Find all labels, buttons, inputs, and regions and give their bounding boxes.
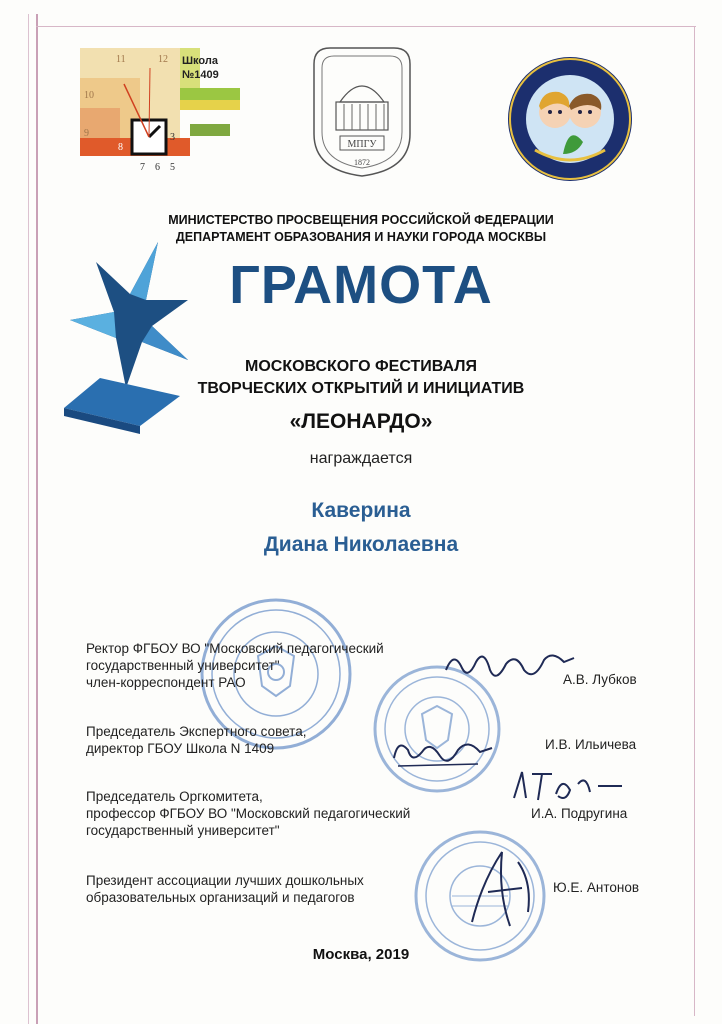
signature-antonov-icon xyxy=(452,842,552,932)
signatory-4-title xyxy=(86,872,364,906)
clock-number: 7 xyxy=(140,162,145,173)
signature-ilicheva-icon xyxy=(388,728,498,778)
clock-number: 6 xyxy=(155,162,160,173)
signature-lubkov-icon xyxy=(440,640,580,690)
association-logo-icon xyxy=(505,54,635,184)
recipient-given-name: Диана Николаевна xyxy=(263,533,459,556)
ministry-line-1: МИНИСТЕРСТВО ПРОСВЕЩЕНИЯ РОССИЙСКОЙ ФЕДЕРАЦИИ xyxy=(168,213,554,227)
signatory-3-title xyxy=(86,788,410,839)
signatory-2-line-2: директор ГБОУ Школа N 1409 xyxy=(86,741,275,756)
signatory-4-line-2: образовательных организаций и педагогов xyxy=(86,890,355,905)
signatory-1-title xyxy=(86,640,384,691)
signatory-3-line-3: государственный университет" xyxy=(86,823,280,838)
recipient-surname: Каверина xyxy=(311,499,411,522)
signatory-4-line-1: Президент ассоциации лучших дошкольных xyxy=(86,873,364,888)
clock-number: 3 xyxy=(170,132,175,143)
clock-number: 10 xyxy=(84,90,94,101)
clock-number: 5 xyxy=(170,162,175,173)
signatory-1-line-3: член-корреспондент РАО xyxy=(86,675,246,690)
clock-number: 11 xyxy=(116,54,126,65)
signatory-1-name: А.В. Лубков xyxy=(563,672,637,687)
clock-number: 9 xyxy=(84,128,89,139)
certificate-title: ГРАМОТА xyxy=(229,255,493,315)
page-border-top xyxy=(36,26,696,27)
mpgu-university-seal-icon xyxy=(300,44,424,180)
signatory-2-name: И.В. Ильичева xyxy=(545,737,637,752)
school-label: Школа xyxy=(182,55,218,67)
signatory-3-name: И.А. Подругина xyxy=(531,806,628,821)
festival-line-2: ТВОРЧЕСКИХ ОТКРЫТИЙ И ИНИЦИАТИВ xyxy=(197,380,525,397)
place-and-year: Москва, 2019 xyxy=(312,946,410,963)
signature-podrugina-icon xyxy=(508,764,628,808)
festival-title xyxy=(0,356,722,400)
signatory-1-line-2: государственный университет" xyxy=(86,658,280,673)
mpgu-abbrev: МПГУ xyxy=(347,139,377,150)
signatory-2-title xyxy=(86,723,306,757)
signatory-3-line-2: профессор ФГБОУ ВО "Московский педагогический xyxy=(86,806,411,821)
school-number: №1409 xyxy=(182,69,219,81)
clock-number: 12 xyxy=(158,54,168,65)
awarded-label: награждается xyxy=(309,450,413,467)
ministry-line-2: ДЕПАРТАМЕНТ ОБРАЗОВАНИЯ И НАУКИ ГОРОДА МОСКВЫ xyxy=(175,230,547,244)
festival-name: «ЛЕОНАРДО» xyxy=(289,410,433,433)
recipient-name xyxy=(0,494,722,562)
signatory-4-name: Ю.Е. Антонов xyxy=(553,880,640,895)
clock-number: 8 xyxy=(118,142,123,153)
school-name xyxy=(182,54,219,82)
festival-line-1: МОСКОВСКОГО ФЕСТИВАЛЯ xyxy=(245,358,477,375)
mpgu-year: 1872 xyxy=(354,158,370,167)
signatory-2-line-1: Председатель Экспертного совета, xyxy=(86,724,307,739)
signatory-3-line-1: Председатель Оргкомитета, xyxy=(86,789,263,804)
signatory-1-line-1: Ректор ФГБОУ ВО "Московский педагогический xyxy=(86,641,384,656)
